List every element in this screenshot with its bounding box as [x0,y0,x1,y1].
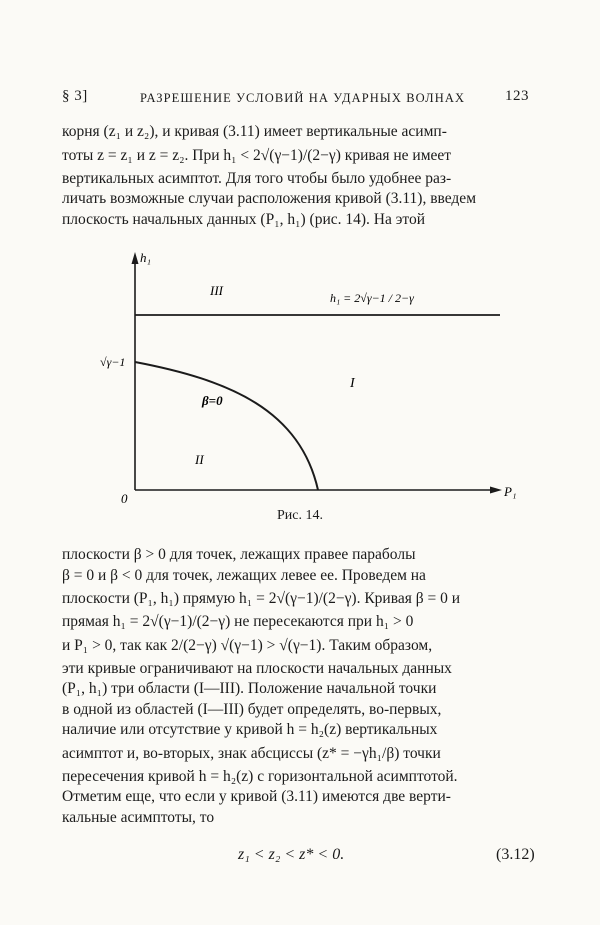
text-line: вертикальных асимптот. Для того чтобы было удобнее раз- [62,169,452,187]
text-line: эти кривые ограничивают на плоскости начальных данных [62,659,452,677]
text-line: в одной из областей (I—III) будет определять, во-первых, [62,700,442,718]
paragraph-top [62,122,540,230]
y-axis-label: h₁ [140,250,152,265]
text-line: личать возможные случаи расположения кривой (3.11), введем [62,190,476,207]
origin-label: 0 [121,491,128,506]
text-line: плоскости (P₁, h₁) прямую h₁ = 2√(γ−1)/(2−γ). Кривая β = 0 и [62,590,461,607]
x-axis-arrow [490,487,502,494]
paragraph-bottom [62,545,540,828]
y-axis-arrow [132,252,139,264]
text-line: корня (z₁ и z₂), и кривая (3.11) имеет вертикальные асимп- [62,123,447,140]
text-line: асимптот и, во-вторых, знак абсциссы (z* = −γh₁/β) точки [62,744,441,762]
curve-label: β=0 [202,393,223,408]
text-line: β = 0 и β < 0 для точек, лежащих левее ее. Проведем на [62,566,426,584]
figure-caption: Рис. 14. [277,508,323,523]
region-III-label: III [210,283,223,298]
x-axis-label: P₁ [504,484,517,499]
text-line: пересечения кривой h = h₂(z) с горизонтальной асимптотой. [62,767,458,785]
text-line: и P₁ > 0, так как 2/(2−γ) √(γ−1) > √(γ−1). Таким образом, [62,636,433,654]
equation-3-12: z₁ < z₂ < z* < 0. [238,846,345,863]
section-marker: § 3] [62,88,88,104]
text-line: наличие или отсутствие у кривой h = h₂(z) вертикальных [62,721,438,738]
text-line: (P₁, h₁) три области (I—III). Положение начальной точки [62,680,437,697]
text-line: Отметим еще, что если у кривой (3.11) имеются две верти- [62,788,451,805]
region-I-label: I [350,376,355,391]
equation-number: (3.12) [496,846,535,863]
region-II-label: II [195,452,204,467]
page-number: 123 [505,88,529,104]
text-line: плоскости β > 0 для точек, лежащих правее параболы [62,546,416,563]
line-formula-label: h₁ = 2√γ−1 / 2−γ [330,291,414,305]
running-title: РАЗРЕШЕНИЕ УСЛОВИЙ НА УДАРНЫХ ВОЛНАХ [140,91,466,105]
text-line: тоты z = z₁ и z = z₂. При h₁ < 2√(γ−1)/(2−γ) кривая не имеет [62,146,452,164]
text-line: плоскость начальных данных (P₁, h₁) (рис. 14). На этой [62,210,426,228]
figure-14 [100,250,530,506]
text-line: прямая h₁ = 2√(γ−1)/(2−γ) не пересекаются при h₁ > 0 [62,613,414,630]
y-intercept-label: √γ−1 [100,355,126,369]
beta-zero-curve [135,362,318,490]
text-line: кальные асимптоты, то [62,808,215,826]
